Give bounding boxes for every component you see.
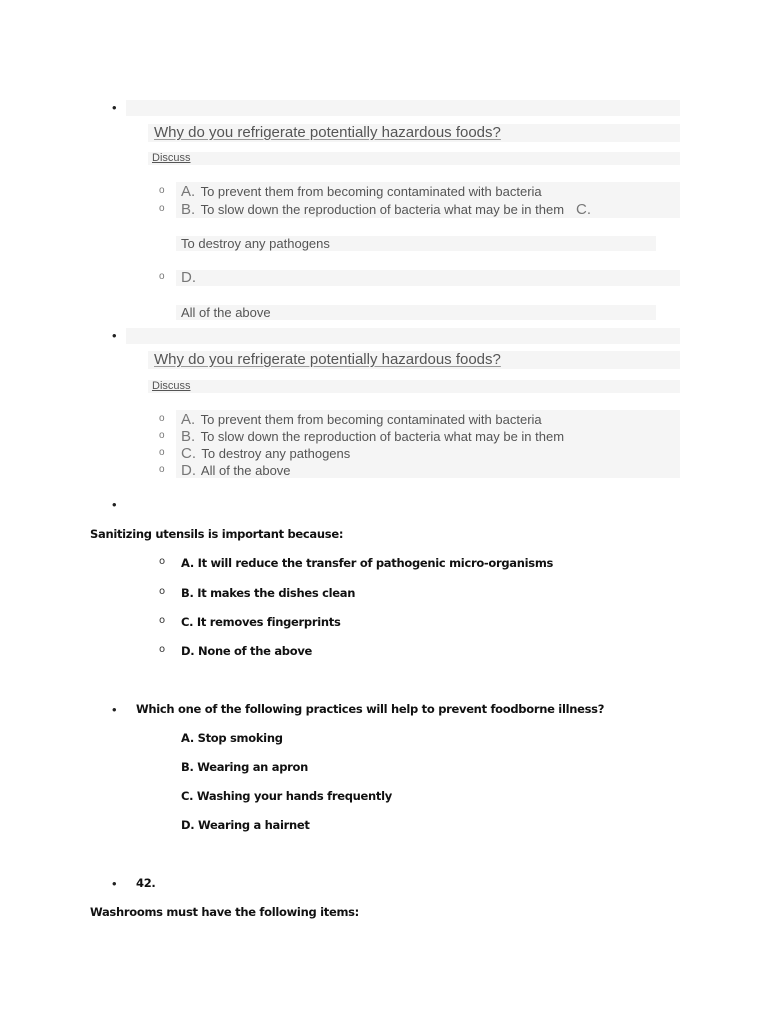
q1-option-d-text[interactable]: All of the above (181, 305, 271, 320)
q2-option-c-marker: o (159, 447, 165, 458)
q2-option-b[interactable] (159, 428, 565, 445)
q2-option-d[interactable] (159, 462, 291, 479)
q2-option-d-text: All of the above (200, 463, 291, 478)
q2-option-b-marker: o (159, 430, 165, 441)
q1-header-band (126, 100, 680, 116)
q3-option-a (159, 556, 554, 570)
q5-bullet: • (112, 876, 117, 891)
q5-number: 42. (136, 876, 156, 890)
q5-question: Washrooms must have the following items: (90, 905, 359, 919)
q2-header-band (126, 328, 680, 344)
q4-question: Which one of the following practices will help to prevent foodborne illness? (136, 702, 605, 716)
q2-question-link[interactable]: Why do you refrigerate potentially hazardous foods? (154, 351, 501, 368)
q1-option-b[interactable] (159, 201, 565, 218)
q2-option-a-text: To prevent them from becoming contaminated with bacteria (200, 412, 542, 427)
q4-option-b: B. Wearing an apron (181, 760, 309, 774)
q3-option-b-text: B. It makes the dishes clean (181, 586, 356, 600)
q1-question-link[interactable]: Why do you refrigerate potentially hazardous foods? (154, 124, 501, 141)
q2-option-b-letter: B. (181, 428, 196, 445)
q3-option-b (159, 586, 356, 600)
q1-discuss-link[interactable]: Discuss (152, 152, 191, 164)
q1-option-d[interactable] (159, 269, 198, 286)
q2-option-d-marker: o (159, 464, 165, 475)
q2-option-a[interactable] (159, 411, 542, 428)
q2-option-c-text: To destroy any pathogens (201, 446, 351, 461)
q2-option-a-marker: o (159, 413, 165, 424)
q2-discuss-link[interactable]: Discuss (152, 380, 191, 392)
q3-option-d-marker: o (159, 644, 165, 655)
q3-option-d-text: D. None of the above (181, 644, 313, 658)
q2-bullet: • (112, 328, 117, 343)
q1-option-d-letter: D. (181, 269, 196, 286)
q1-option-b-letter: B. (181, 201, 196, 218)
q2-option-b-text: To slow down the reproduction of bacteria what may be in them (200, 429, 565, 444)
q3-option-c (159, 615, 341, 629)
q2-option-c[interactable] (159, 445, 351, 462)
q3-bullet: • (112, 497, 117, 512)
q1-bullet: • (112, 100, 117, 115)
q2-discuss-band (148, 380, 680, 393)
q4-option-c: C. Washing your hands frequently (181, 789, 392, 803)
q1-option-c-text[interactable]: To destroy any pathogens (181, 236, 330, 251)
q3-question: Sanitizing utensils is important because: (90, 527, 344, 541)
q1-option-d-band (176, 270, 680, 286)
q1-option-c-letter: C. (576, 201, 591, 218)
q4-bullet: • (112, 702, 117, 717)
q3-option-b-marker: o (159, 586, 165, 597)
q4-option-d: D. Wearing a hairnet (181, 818, 310, 832)
q1-discuss-band (148, 152, 680, 165)
q1-option-d-marker: o (159, 271, 165, 282)
q1-option-a-letter: A. (181, 183, 196, 200)
q4-option-a: A. Stop smoking (181, 731, 283, 745)
q1-option-a-marker: o (159, 185, 165, 196)
q1-option-a-text: To prevent them from becoming contaminated with bacteria (200, 184, 542, 199)
q2-option-d-letter: D. (181, 462, 196, 479)
q3-option-a-marker: o (159, 556, 165, 567)
q3-option-c-text: C. It removes fingerprints (181, 615, 341, 629)
q1-option-a[interactable] (159, 183, 542, 200)
q2-option-a-letter: A. (181, 411, 196, 428)
q1-option-b-text: To slow down the reproduction of bacteria what may be in them (200, 202, 565, 217)
q2-option-c-letter: C. (181, 445, 196, 462)
q1-option-b-marker: o (159, 203, 165, 214)
q3-option-a-text: A. It will reduce the transfer of pathogenic micro-organisms (181, 556, 554, 570)
q3-option-c-marker: o (159, 615, 165, 626)
q3-option-d (159, 644, 313, 658)
